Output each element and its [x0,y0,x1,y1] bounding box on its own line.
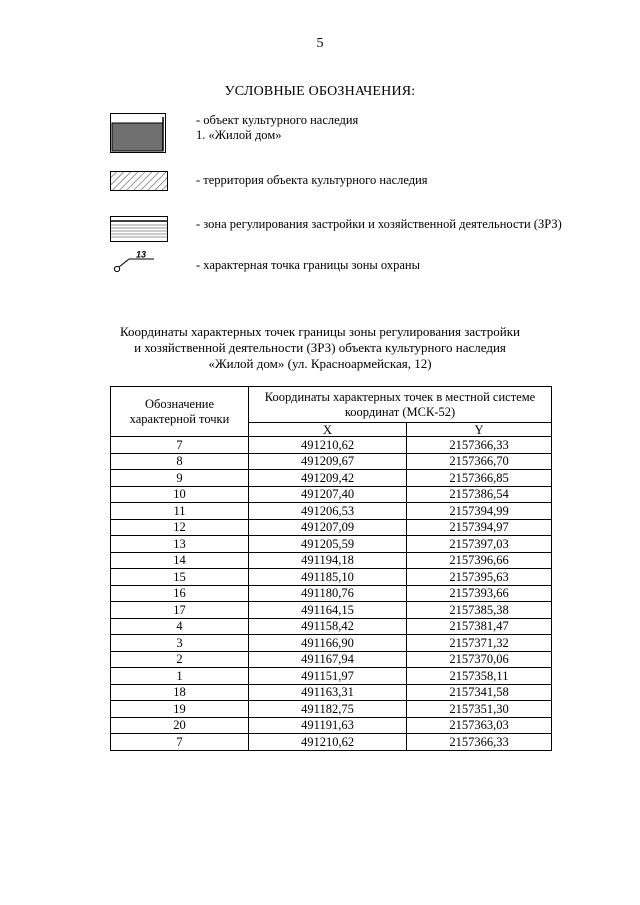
header-y: Y [407,423,552,437]
cell-y: 2157381,47 [407,618,552,635]
cell-y: 2157341,58 [407,684,552,701]
page-number: 5 [316,36,324,51]
cell-point: 13 [111,536,249,553]
table-caption [0,324,640,372]
cell-x: 491210,62 [249,734,407,751]
cell-point: 15 [111,569,249,586]
table-row [111,618,552,635]
table-row [111,552,552,569]
table-row [111,536,552,553]
table-row [111,585,552,602]
cell-y: 2157366,70 [407,453,552,470]
coordinates-table-body [111,437,552,751]
cell-x: 491209,42 [249,470,407,487]
cell-y: 2157396,66 [407,552,552,569]
cell-point: 7 [111,437,249,454]
cell-point: 14 [111,552,249,569]
cell-y: 2157366,33 [407,437,552,454]
cell-x: 491151,97 [249,668,407,685]
cell-y: 2157394,99 [407,503,552,520]
cell-y: 2157393,66 [407,585,552,602]
striped-zone-icon [110,216,168,242]
coordinates-table [110,386,552,751]
caption-line-2: и хозяйственной деятельности (ЗРЗ) объекта культурного наследия [134,340,506,355]
legend-title: УСЛОВНЫЕ ОБОЗНАЧЕНИЯ: [224,84,416,99]
table-row [111,701,552,718]
table-row [111,470,552,487]
cell-x: 491163,31 [249,684,407,701]
cell-point: 7 [111,734,249,751]
boundary-point-label: 13 [135,250,147,260]
legend-item-point-line1: - характерная точка границы зоны охраны [196,258,420,272]
header-point-designation: Обозначение характерной точки [111,387,249,437]
cell-x: 491167,94 [249,651,407,668]
table-row [111,486,552,503]
cell-x: 491191,63 [249,717,407,734]
table-row [111,717,552,734]
table-row [111,437,552,454]
cell-y: 2157358,11 [407,668,552,685]
legend-item-zone [196,217,562,232]
cell-x: 491210,62 [249,437,407,454]
cell-point: 3 [111,635,249,652]
legend-item-building-line1: - объект культурного наследия [196,113,359,127]
header-coordinates: Координаты характерных точек в местной системе координат (МСК-52) [249,387,552,423]
cell-x: 491182,75 [249,701,407,718]
caption-line-1: Координаты характерных точек границы зоны регулирования застройки [120,324,520,339]
legend-item-building-line2: 1. «Жилой дом» [196,128,282,142]
cell-y: 2157394,97 [407,519,552,536]
table-row [111,453,552,470]
table-row [111,684,552,701]
cell-x: 491207,40 [249,486,407,503]
legend-item-point [196,258,420,273]
cell-x: 491158,42 [249,618,407,635]
table-row [111,651,552,668]
table-row [111,635,552,652]
cell-point: 9 [111,470,249,487]
table-row [111,668,552,685]
caption-line-3: «Жилой дом» (ул. Красноармейская, 12) [208,356,432,371]
cell-point: 18 [111,684,249,701]
table-row [111,734,552,751]
table-row [111,503,552,520]
cell-x: 491164,15 [249,602,407,619]
header-x: X [249,423,407,437]
cell-x: 491209,67 [249,453,407,470]
cell-point: 17 [111,602,249,619]
cell-x: 491207,09 [249,519,407,536]
cell-y: 2157386,54 [407,486,552,503]
cell-y: 2157370,06 [407,651,552,668]
table-row [111,569,552,586]
cell-y: 2157366,85 [407,470,552,487]
building-symbol-icon [110,113,166,153]
cell-y: 2157366,33 [407,734,552,751]
legend-item-territory [196,173,428,188]
cell-point: 20 [111,717,249,734]
cell-y: 2157395,63 [407,569,552,586]
legend-item-territory-line1: - территория объекта культурного наследия [196,173,428,187]
table-row [111,602,552,619]
legend-item-building [196,113,358,143]
cell-point: 10 [111,486,249,503]
cell-point: 19 [111,701,249,718]
cell-x: 491194,18 [249,552,407,569]
cell-point: 1 [111,668,249,685]
cell-point: 11 [111,503,249,520]
cell-x: 491166,90 [249,635,407,652]
boundary-point-icon [112,250,162,274]
cell-y: 2157371,32 [407,635,552,652]
cell-x: 491205,59 [249,536,407,553]
cell-x: 491206,53 [249,503,407,520]
table-row [111,519,552,536]
cell-x: 491185,10 [249,569,407,586]
cell-x: 491180,76 [249,585,407,602]
cell-y: 2157363,03 [407,717,552,734]
cell-y: 2157397,03 [407,536,552,553]
cell-y: 2157351,30 [407,701,552,718]
hatched-territory-icon [110,171,168,191]
cell-point: 2 [111,651,249,668]
cell-point: 12 [111,519,249,536]
legend-item-zone-line1: - зона регулирования застройки и хозяйственной деятельности (ЗРЗ) [196,217,562,231]
cell-point: 8 [111,453,249,470]
cell-y: 2157385,38 [407,602,552,619]
cell-point: 16 [111,585,249,602]
cell-point: 4 [111,618,249,635]
